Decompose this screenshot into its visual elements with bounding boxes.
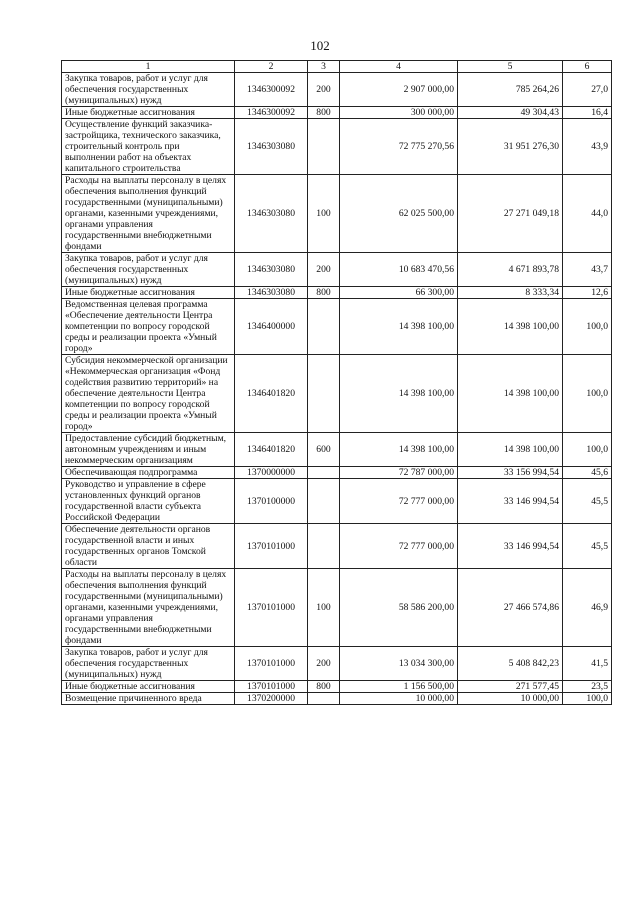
- table-row: [62, 647, 612, 681]
- row-actual-amount: 5 408 842,23: [458, 647, 563, 681]
- row-planned-amount: 14 398 100,00: [340, 355, 458, 433]
- row-code: 1346401820: [235, 355, 308, 433]
- row-code: 1370101000: [235, 569, 308, 647]
- table-row: [62, 175, 612, 253]
- row-expense-type: [308, 119, 340, 175]
- row-percent: 46,9: [563, 569, 612, 647]
- row-actual-amount: 31 951 276,30: [458, 119, 563, 175]
- column-header: 5: [458, 61, 563, 73]
- row-percent: 16,4: [563, 107, 612, 119]
- table-header-row: [62, 61, 612, 73]
- row-actual-amount: 14 398 100,00: [458, 355, 563, 433]
- row-percent: 45,5: [563, 524, 612, 569]
- row-planned-amount: 2 907 000,00: [340, 73, 458, 107]
- row-name: Расходы на выплаты персоналу в целях обеспечения выполнения функций государственными (муниципальными) органами, казенными учреждениями, органами управления государственными внебюджетными фондами: [62, 175, 235, 253]
- row-name: Ведомственная целевая программа «Обеспечение деятельности Центра компетенции по вопросу городской среды и реализации проекта «Умный город»: [62, 299, 235, 355]
- table-row: [62, 433, 612, 467]
- row-actual-amount: 8 333,34: [458, 287, 563, 299]
- row-percent: 100,0: [563, 433, 612, 467]
- row-name: Иные бюджетные ассигнования: [62, 107, 235, 119]
- row-expense-type: 800: [308, 107, 340, 119]
- row-code: 1370101000: [235, 681, 308, 693]
- row-percent: 43,7: [563, 253, 612, 287]
- row-name: Иные бюджетные ассигнования: [62, 681, 235, 693]
- row-percent: 100,0: [563, 355, 612, 433]
- row-planned-amount: 10 683 470,56: [340, 253, 458, 287]
- row-planned-amount: 72 777 000,00: [340, 524, 458, 569]
- row-expense-type: 800: [308, 681, 340, 693]
- row-percent: 12,6: [563, 287, 612, 299]
- row-actual-amount: 33 146 994,54: [458, 524, 563, 569]
- row-expense-type: 600: [308, 433, 340, 467]
- row-actual-amount: 14 398 100,00: [458, 299, 563, 355]
- row-code: 1346300092: [235, 73, 308, 107]
- row-planned-amount: 10 000,00: [340, 693, 458, 705]
- table-row: [62, 681, 612, 693]
- row-actual-amount: 49 304,43: [458, 107, 563, 119]
- row-expense-type: [308, 299, 340, 355]
- row-code: 1346303080: [235, 253, 308, 287]
- row-percent: 43,9: [563, 119, 612, 175]
- row-percent: 45,5: [563, 479, 612, 524]
- row-name: Закупка товаров, работ и услуг для обеспечения государственных (муниципальных) нужд: [62, 73, 235, 107]
- row-code: 1370101000: [235, 524, 308, 569]
- row-name: Закупка товаров, работ и услуг для обеспечения государственных (муниципальных) нужд: [62, 647, 235, 681]
- column-header: 6: [563, 61, 612, 73]
- row-code: 1346303080: [235, 119, 308, 175]
- row-percent: 45,6: [563, 467, 612, 479]
- table-row: [62, 119, 612, 175]
- row-actual-amount: 785 264,26: [458, 73, 563, 107]
- row-planned-amount: 14 398 100,00: [340, 299, 458, 355]
- row-code: 1346400000: [235, 299, 308, 355]
- row-actual-amount: 27 271 049,18: [458, 175, 563, 253]
- row-expense-type: [308, 467, 340, 479]
- row-percent: 100,0: [563, 693, 612, 705]
- row-planned-amount: 72 787 000,00: [340, 467, 458, 479]
- row-code: 1370100000: [235, 479, 308, 524]
- row-expense-type: 200: [308, 73, 340, 107]
- row-percent: 100,0: [563, 299, 612, 355]
- table-row: [62, 467, 612, 479]
- table-row: [62, 355, 612, 433]
- row-actual-amount: 33 146 994,54: [458, 479, 563, 524]
- row-planned-amount: 62 025 500,00: [340, 175, 458, 253]
- row-name: Осуществление функций заказчика-застройщика, технического заказчика, строительный контроль при выполнении работ на объектах капитального строительства: [62, 119, 235, 175]
- row-name: Иные бюджетные ассигнования: [62, 287, 235, 299]
- budget-table: [61, 60, 612, 705]
- row-code: 1346303080: [235, 287, 308, 299]
- row-actual-amount: 271 577,45: [458, 681, 563, 693]
- row-planned-amount: 13 034 300,00: [340, 647, 458, 681]
- table-row: [62, 479, 612, 524]
- page-number: 102: [310, 38, 330, 53]
- row-expense-type: [308, 479, 340, 524]
- row-name: Расходы на выплаты персоналу в целях обеспечения выполнения функций государственными (муниципальными) органами, казенными учреждениями, органами управления государственными внебюджетными фондами: [62, 569, 235, 647]
- row-name: Руководство и управление в сфере установленных функций органов государственной власти субъекта Российской Федерации: [62, 479, 235, 524]
- row-name: Предоставление субсидий бюджетным, автономным учреждениям и иным некоммерческим организациям: [62, 433, 235, 467]
- row-code: 1346300092: [235, 107, 308, 119]
- row-expense-type: [308, 355, 340, 433]
- row-percent: 27,0: [563, 73, 612, 107]
- row-expense-type: 200: [308, 253, 340, 287]
- row-code: 1370200000: [235, 693, 308, 705]
- row-name: Возмещение причиненного вреда: [62, 693, 235, 705]
- row-code: 1346401820: [235, 433, 308, 467]
- row-actual-amount: 14 398 100,00: [458, 433, 563, 467]
- column-header: 3: [308, 61, 340, 73]
- table-row: [62, 299, 612, 355]
- row-name: Субсидия некоммерческой организации «Некоммерческая организация «Фонд содействия развитию территорий» на обеспечение деятельности Центра компетенции по вопросу городской среды и реализации проекта «Умный город»: [62, 355, 235, 433]
- row-expense-type: 100: [308, 569, 340, 647]
- row-percent: 23,5: [563, 681, 612, 693]
- table-row: [62, 693, 612, 705]
- row-expense-type: 100: [308, 175, 340, 253]
- row-name: Обеспечивающая подпрограмма: [62, 467, 235, 479]
- table-row: [62, 524, 612, 569]
- row-planned-amount: 300 000,00: [340, 107, 458, 119]
- row-name: Закупка товаров, работ и услуг для обеспечения государственных (муниципальных) нужд: [62, 253, 235, 287]
- row-code: 1370101000: [235, 647, 308, 681]
- table-row: [62, 253, 612, 287]
- row-percent: 44,0: [563, 175, 612, 253]
- row-planned-amount: 14 398 100,00: [340, 433, 458, 467]
- row-planned-amount: 66 300,00: [340, 287, 458, 299]
- row-expense-type: 800: [308, 287, 340, 299]
- table-row: [62, 107, 612, 119]
- row-actual-amount: 4 671 893,78: [458, 253, 563, 287]
- row-code: 1370000000: [235, 467, 308, 479]
- row-actual-amount: 33 156 994,54: [458, 467, 563, 479]
- row-actual-amount: 10 000,00: [458, 693, 563, 705]
- row-expense-type: [308, 693, 340, 705]
- table-row: [62, 569, 612, 647]
- row-planned-amount: 72 777 000,00: [340, 479, 458, 524]
- column-header: 2: [235, 61, 308, 73]
- row-planned-amount: 72 775 270,56: [340, 119, 458, 175]
- row-expense-type: 200: [308, 647, 340, 681]
- row-actual-amount: 27 466 574,86: [458, 569, 563, 647]
- column-header: 1: [62, 61, 235, 73]
- column-header: 4: [340, 61, 458, 73]
- row-expense-type: [308, 524, 340, 569]
- table-row: [62, 287, 612, 299]
- row-name: Обеспечение деятельности органов государственной власти и иных государственных органов Томской области: [62, 524, 235, 569]
- row-planned-amount: 1 156 500,00: [340, 681, 458, 693]
- row-planned-amount: 58 586 200,00: [340, 569, 458, 647]
- row-percent: 41,5: [563, 647, 612, 681]
- row-code: 1346303080: [235, 175, 308, 253]
- table-row: [62, 73, 612, 107]
